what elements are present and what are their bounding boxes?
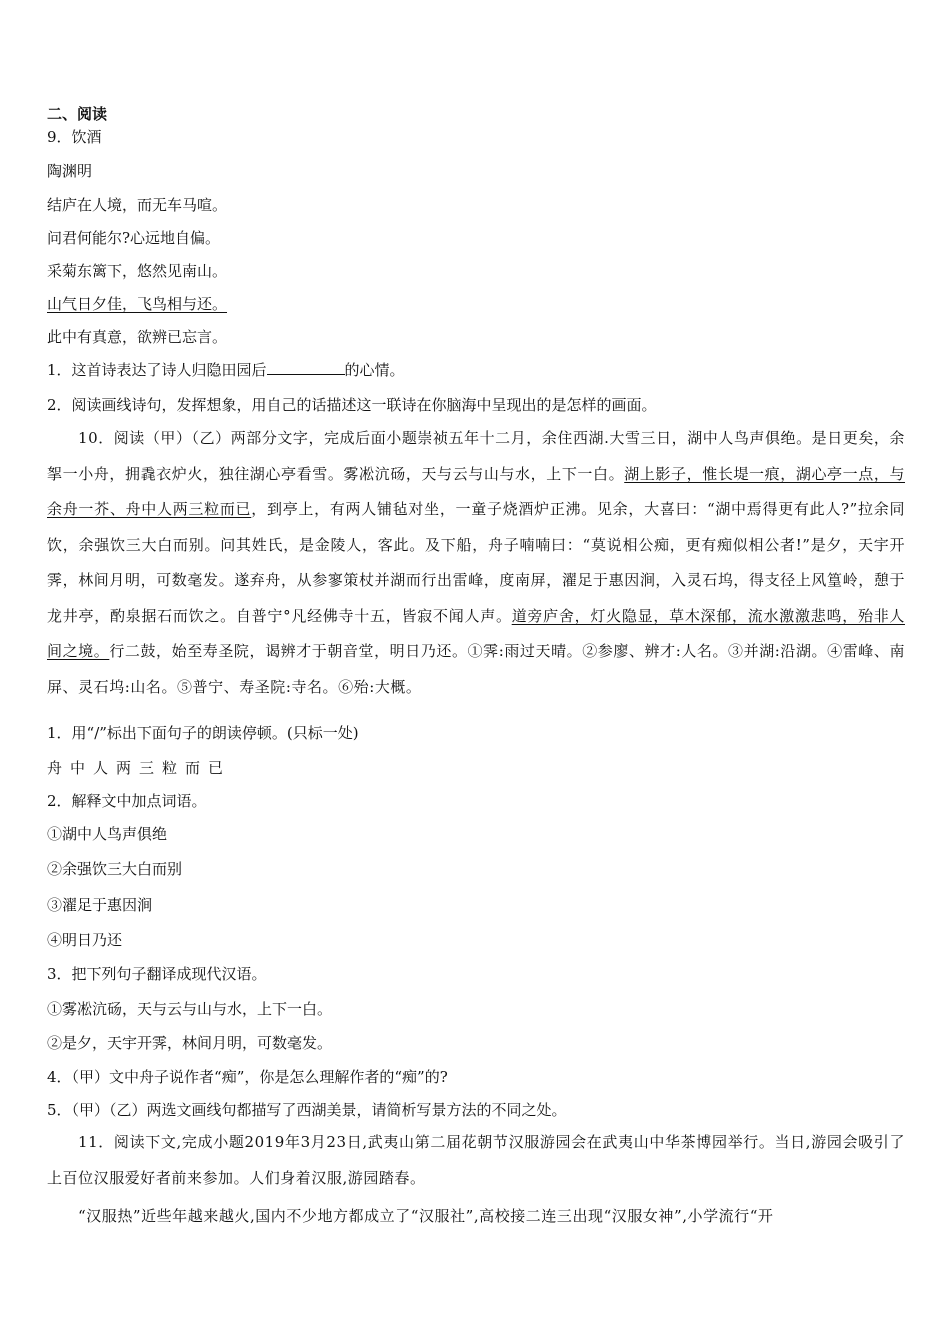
poem-author: 陶渊明: [47, 162, 93, 180]
q10-sub-5: 5．（甲）（乙）两选文画线句都描写了西湖美景，请简析写景方法的不同之处。: [47, 1101, 567, 1119]
section-title: 二、阅读: [47, 105, 108, 123]
q10-passage-part-3: 行二鼓，始至寿圣院，谒辨才于朝音堂，明日乃还。①霁:雨过天晴。②参廖、辨才:人名。③并湖:沿湖。④雷峰、南屏、灵石坞:山名。⑤普宁、寿圣院:寺名。⑥殆:大概。: [47, 642, 905, 696]
q10-sub-1: 1．用“/”标出下面句子的朗读停顿。(只标一处): [47, 724, 359, 742]
poem-line-1: 结庐在人境，而无车马喧。: [47, 196, 228, 214]
poem-line-4-underlined: 山气日夕佳，飞鸟相与还。: [47, 295, 228, 313]
q10-sub-1-sentence: 舟中人两三粒而已: [47, 759, 232, 777]
q10-sub-2-item-2: ②余强饮三大白而别: [47, 860, 183, 878]
q9-question-1-after: 的心情。: [344, 361, 405, 379]
q11-passage: 11．阅读下文,完成小题2019年3月23日,武夷山第二届花朝节汉服游园会在武夷山中华茶博园举行。当日,游园会吸引了上百位汉服爱好者前来参加。人们身着汉服,游园踏春。: [47, 1133, 905, 1187]
poem-line-5: 此中有真意，欲辨已忘言。: [47, 328, 228, 346]
q10-underlined-sentence-2: 道旁庐舍，灯火隐显，草木深郁，流水激激悲鸣，殆非人间之境。: [47, 606, 905, 660]
q10-sub-2: 2．解释文中加点词语。: [47, 792, 207, 810]
q10-sub-2-item-3: ③濯足于惠因涧: [47, 896, 153, 914]
q11-passage-2: “汉服热”近些年越来越火,国内不少地方都成立了“汉服社”,高校接二连三出现“汉服女神”,小学流行“开: [78, 1207, 774, 1225]
q10-sub-3-item-1: ①雾凇沆砀，天与云与山与水，上下一白。: [47, 1000, 333, 1018]
q10-underlined-sentence-1: 湖上影子，惟长堤一痕，湖心亭一点，与余舟一芥、舟中人两三粒而已: [47, 464, 905, 518]
q9-question-1-before: 1．这首诗表达了诗人归隐田园后: [47, 361, 267, 379]
q9-title: 9．饮酒: [47, 128, 102, 146]
poem-line-3: 采菊东篱下，悠然见南山。: [47, 262, 228, 280]
q10-sub-3-item-2: ②是夕，天宇开霁，林间月明，可数毫发。: [47, 1034, 333, 1052]
q10-sub-3: 3．把下列句子翻译成现代汉语。: [47, 965, 267, 983]
q10-passage-part-1: 10．阅读（甲）（乙）两部分文字，完成后面小题崇祯五年十二月，余住西湖.大雪三日，湖中人鸟声俱绝。是日更矣，余挐一小舟，拥毳衣炉火，独往湖心亭看雪。雾凇沆砀，天与云与山与水，上下一白。: [47, 429, 905, 483]
q10-sub-2-item-1: ①湖中人鸟声俱绝: [47, 825, 168, 843]
q10-sub-4: 4．（甲）文中舟子说作者“痴”，你是怎么理解作者的“痴”的?: [47, 1068, 448, 1086]
answer-blank: [267, 360, 345, 375]
q10-sub-2-item-4: ④明日乃还: [47, 931, 123, 949]
q9-question-2: 2．阅读画线诗句，发挥想象，用自己的话描述这一联诗在你脑海中呈现出的是怎样的画面。: [47, 396, 657, 414]
poem-line-2: 问君何能尔?心远地自偏。: [47, 229, 221, 247]
q10-passage-part-2: ，到亭上，有两人铺毡对坐，一童子烧酒炉正沸。见余，大喜曰：“湖中焉得更有此人?”拉余同饮，余强饮三大白而别。问其姓氏，是金陵人，客此。及下船，舟子喃喃曰：“莫说相公痴，更有痴似相公者!”是夕，天宇开霁，林间月明，可数毫发。遂弃舟，从参寥策杖并湖而行出雷峰，度南屏，濯足于惠因涧，入灵石坞，得支径上风篁岭，憩于龙井亭，酌泉据石而饮之。自普宁°凡经佛寺十五，皆寂不闻人声。: [47, 500, 905, 625]
q9-question-1: [47, 360, 405, 380]
q10-passage: [47, 421, 905, 705]
